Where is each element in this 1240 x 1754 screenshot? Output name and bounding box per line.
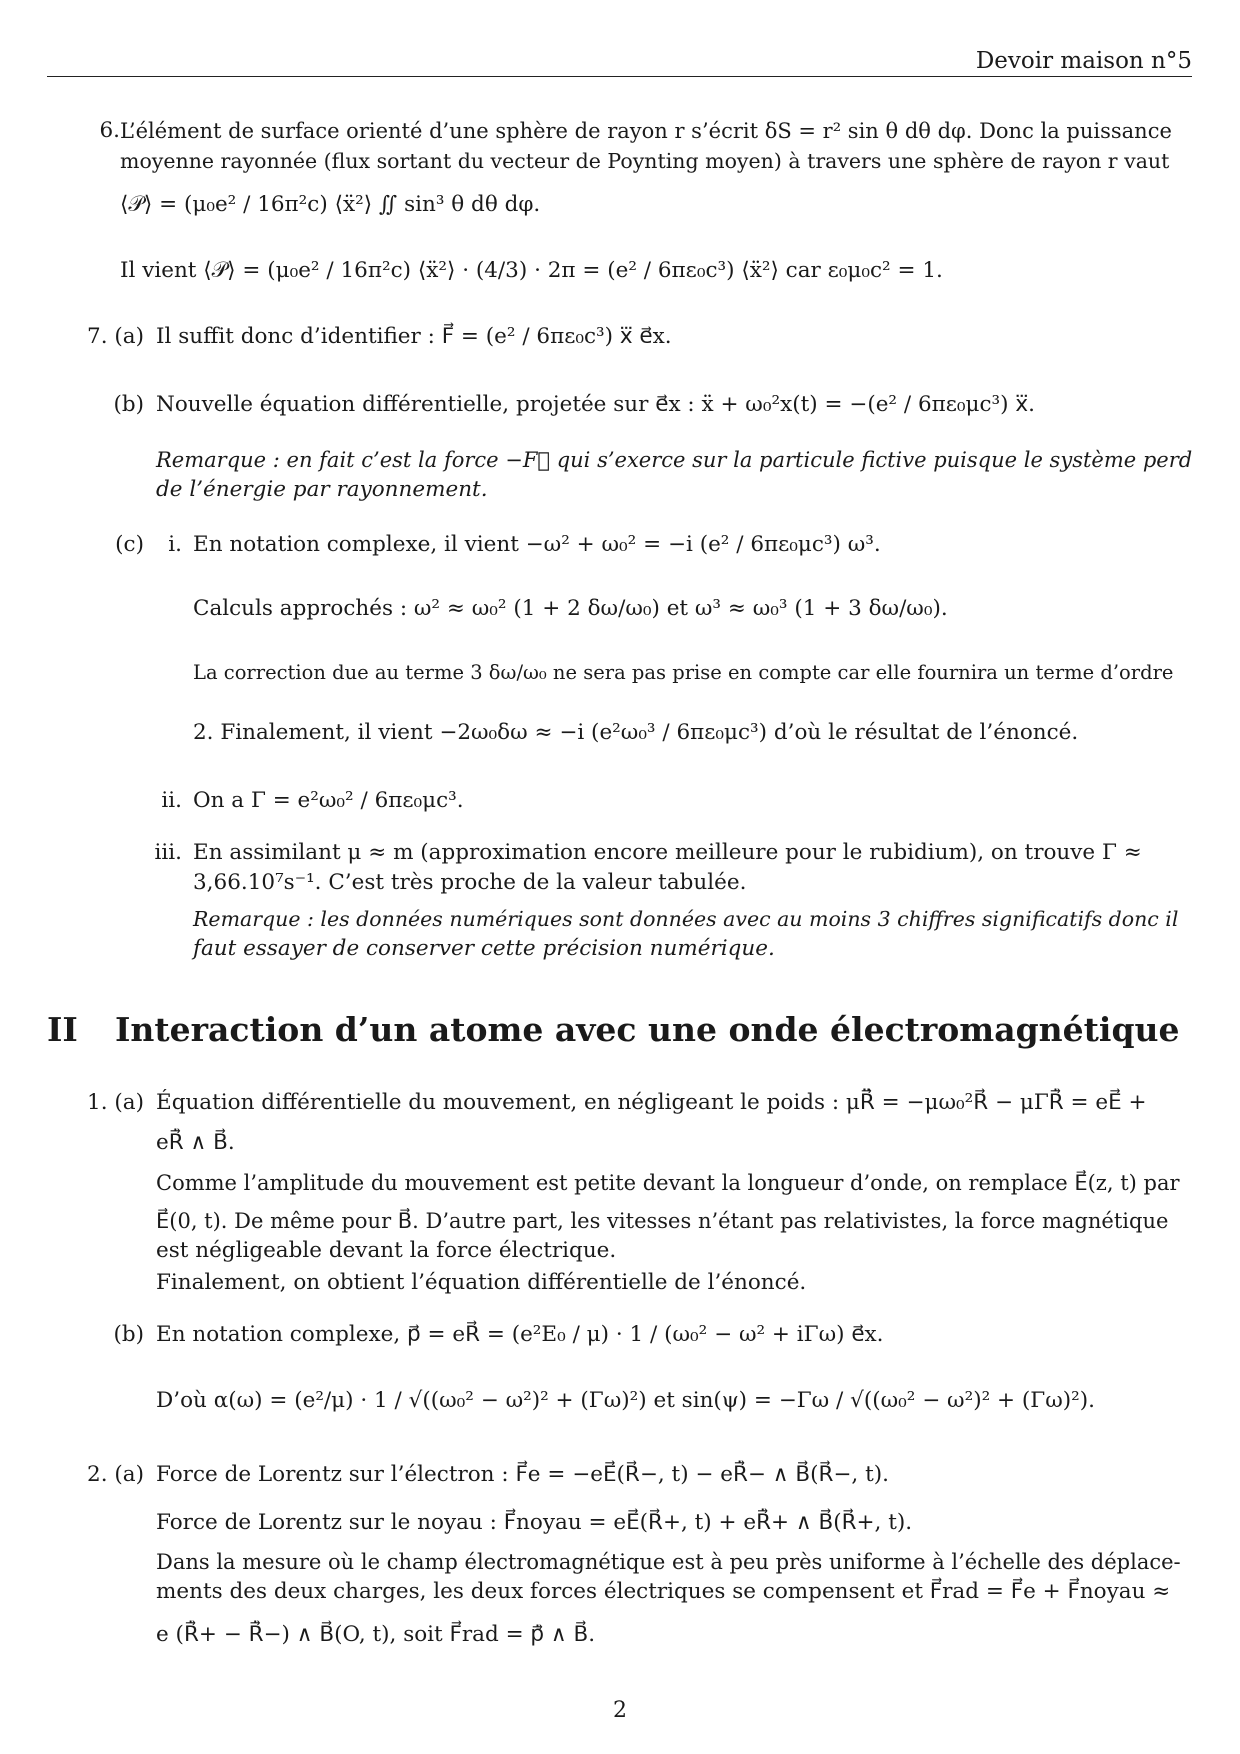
q6-equation-power-result: Il vient ⟨𝒫⟩ = (μ₀e² / 16π²c) ⟨ẍ²⟩ · (4/3) · 2π = (e² / 6πε₀c³) ⟨ẍ²⟩ car ε₀μ₀c² = 1. — [120, 258, 943, 283]
q7c-iii-remark-line2: faut essayer de conserver cette précision numérique. — [193, 936, 775, 961]
q7a-text: Il suffit donc d’identifier : F⃗ = (e² / 6πε₀c³) x⃛ e⃗x. — [156, 324, 672, 349]
q7c-iii-line1: En assimilant μ ≈ m (approximation encore meilleure pour le rubidium), on trouve Γ ≈ — [193, 840, 1142, 865]
ii-q1a-line6: Finalement, on obtient l’équation différentielle de l’énoncé. — [156, 1270, 807, 1295]
q7c-iii-remark-line1: Remarque : les données numériques sont données avec au moins 3 chiffres significatifs donc il — [193, 907, 1179, 931]
q7a-label: 7. (a) — [87, 324, 144, 349]
q6-text-line1: L’élément de surface orienté d’une sphère de rayon r s’écrit δS = r² sin θ dθ dφ. Donc la puissance — [120, 119, 1172, 143]
ii-q2a-line4: ments des deux charges, les deux forces électriques se compensent et F⃗rad = F⃗e + F⃗noyau ≈ — [156, 1579, 1171, 1604]
q6-label: 6. — [99, 118, 120, 143]
q7b-remark-line2: de l’énergie par rayonnement. — [156, 477, 488, 502]
ii-q2a-line2: Force de Lorentz sur le noyau : F⃗noyau = eE⃗(R⃗+, t) + eR⃗̇+ ∧ B⃗(R⃗+, t). — [156, 1510, 913, 1535]
ii-q1a-line3: Comme l’amplitude du mouvement est petite devant la longueur d’onde, on remplace E⃗(z, t) par — [156, 1171, 1180, 1195]
ii-q1a-line4: E⃗(0, t). De même pour B⃗. D’autre part, les vitesses n’étant pas relativistes, la force magnétique — [156, 1209, 1169, 1233]
q6-equation-power-integral: ⟨𝒫⟩ = (μ₀e² / 16π²c) ⟨ẍ²⟩ ∬ sin³ θ dθ dφ. — [120, 192, 541, 217]
q7c-ii-label: ii. — [161, 788, 182, 813]
q7b-remark-line1: Remarque : en fait c’est la force −F⃗ qui s’exerce sur la particule fictive puisque le système perd — [156, 448, 1193, 472]
ii-q2a-line1: Force de Lorentz sur l’électron : F⃗e = −eE⃗(R⃗−, t) − eR⃗̇− ∧ B⃗(R⃗−, t). — [156, 1462, 889, 1487]
section-heading — [47, 1010, 1180, 1049]
section-title: Interaction d’un atome avec une onde électromagnétique — [115, 1010, 1180, 1049]
running-header: Devoir maison n°5 — [975, 48, 1192, 74]
q7c-i-line2: Calculs approchés : ω² ≈ ω₀² (1 + 2 δω/ω₀) et ω³ ≈ ω₀³ (1 + 3 δω/ω₀). — [193, 596, 948, 621]
ii-q2a-line3: Dans la mesure où le champ électromagnétique est à peu près uniforme à l’échelle des déplace- — [156, 1550, 1181, 1574]
q7c-i-line3: La correction due au terme 3 δω/ω₀ ne sera pas prise en compte car elle fournira un terme d’ordre — [193, 661, 1174, 684]
ii-q1a-label: 1. (a) — [87, 1090, 144, 1115]
q7c-i-line4: 2. Finalement, il vient −2ω₀δω ≈ −i (e²ω₀³ / 6πε₀μc³) d’où le résultat de l’énoncé. — [193, 720, 1079, 745]
ii-q1a-line5: est négligeable devant la force électrique. — [156, 1238, 617, 1263]
q7c-iii-line2: 3,66.10⁷s⁻¹. C’est très proche de la valeur tabulée. — [193, 870, 747, 895]
q7c-ii-text: On a Γ = e²ω₀² / 6πε₀μc³. — [193, 788, 464, 813]
ii-q1a-line2: eR⃗̇ ∧ B⃗. — [156, 1130, 235, 1155]
q7c-i-label: i. — [168, 532, 182, 557]
header-rule — [47, 76, 1192, 77]
q6-text-line2: moyenne rayonnée (flux sortant du vecteur de Poynting moyen) à travers une sphère de rayon r vaut — [120, 149, 1170, 173]
page-number: 2 — [613, 1698, 627, 1723]
ii-q1b-label: (b) — [113, 1322, 144, 1347]
q7c-i-line1: En notation complexe, il vient −ω² + ω₀² = −i (e² / 6πε₀μc³) ω³. — [193, 532, 881, 557]
ii-q2a-label: 2. (a) — [87, 1462, 144, 1487]
section-number: II — [47, 1010, 78, 1049]
q7c-iii-label: iii. — [154, 840, 182, 865]
q7b-text: Nouvelle équation différentielle, projetée sur e⃗x : ẍ + ω₀²x(t) = −(e² / 6πε₀μc³) x⃛. — [156, 392, 1035, 417]
ii-q1b-line2: D’où α(ω) = (e²/μ) · 1 / √((ω₀² − ω²)² + (Γω)²) et sin(ψ) = −Γω / √((ω₀² − ω²)² + (Γω)²). — [156, 1388, 1095, 1413]
ii-q1b-line1: En notation complexe, p⃗ = eR⃗ = (e²E₀ / μ) · 1 / (ω₀² − ω² + iΓω) e⃗x. — [156, 1322, 884, 1347]
ii-q1a-line1: Équation différentielle du mouvement, en négligeant le poids : μR⃗̈ = −μω₀²R⃗ − μΓR⃗̇ = eE⃗ + — [156, 1090, 1147, 1115]
q7b-label: (b) — [113, 392, 144, 417]
ii-q2a-line5: e (R⃗̇+ − R⃗̇−) ∧ B⃗(O, t), soit F⃗rad = p⃗̇ ∧ B⃗. — [156, 1622, 596, 1647]
q7c-label: (c) — [115, 532, 144, 557]
